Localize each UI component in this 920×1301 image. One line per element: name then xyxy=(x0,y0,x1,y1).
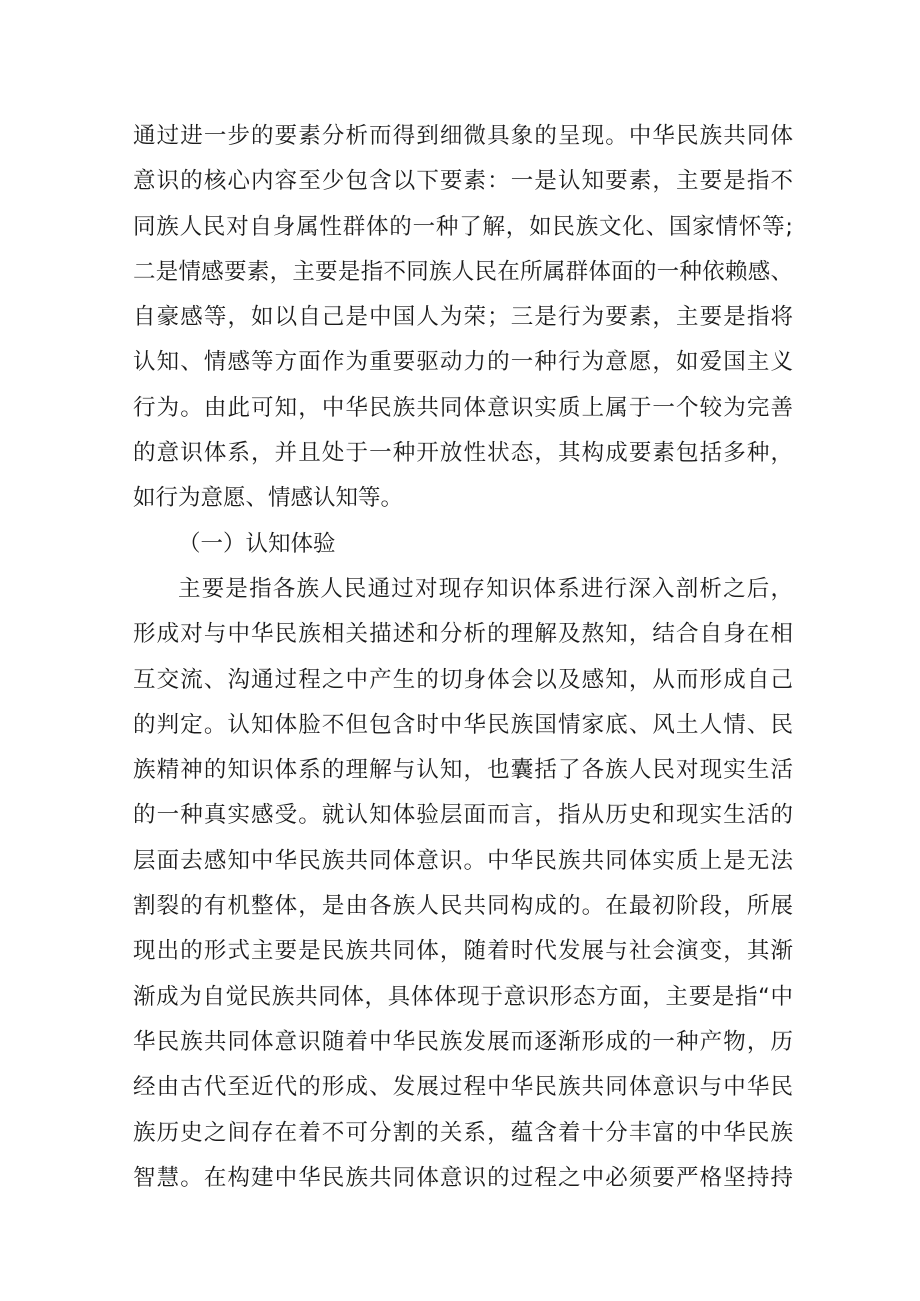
section-heading: （一）认知体验 xyxy=(178,530,336,557)
paragraph-2-line-8: 割裂的有机整体，是由各族人民共同构成的。在最初阶段，所展 xyxy=(133,893,793,920)
paragraph-2-line-6: 的一种真实感受。就认知体验层面而言，指从历史和现实生活的 xyxy=(133,802,793,829)
paragraph-2-line-4: 的判定。认知体脸不但包含时中华民族国情家底、风土人情、民 xyxy=(133,711,793,738)
paragraph-2-line-12: 经由古代至近代的形成、发展过程中华民族共同体意识与中华民 xyxy=(133,1074,793,1101)
paragraph-2-line-5: 族精神的知识体系的理解与认知，也囊括了各族人民对现实生活 xyxy=(133,757,793,784)
paragraph-2-line-2: 形成对与中华民族相关描述和分析的理解及熬知，结合自身在相 xyxy=(133,621,793,648)
paragraph-2-line-1: 主要是指各族人民通过对现存知识体系进行深入剖析之后， xyxy=(178,575,793,602)
paragraph-2-line-11: 华民族共同体意识随着中华民族发展而逐渐形成的一种产物，历 xyxy=(133,1028,793,1055)
paragraph-1-line-3: 同族人民对自身属性群体的一种了解，如民族文化、国家情怀等; xyxy=(133,213,793,240)
paragraph-1-line-6: 认知、情感等方面作为重要驱动力的一种行为意愿，如爱国主义 xyxy=(133,349,793,376)
paragraph-2-line-3: 互交流、沟通过程之中产生的切身体会以及感知，从而形成自己 xyxy=(133,666,793,693)
paragraph-2-line-7: 层面去感知中华民族共同体意识。中华民族共同体实质上是无法 xyxy=(133,847,793,874)
paragraph-1-line-1: 通过进一步的要素分析而得到细微具象的呈现。中华民族共同体 xyxy=(133,123,793,149)
paragraph-1-line-2: 意识的核心内容至少包含以下要素：一是认知要素，主要是指不 xyxy=(133,168,793,195)
paragraph-1-line-8: 的意识体系，并且处于一种开放性状态，其构成要素包括多种， xyxy=(133,440,793,467)
paragraph-2-line-10: 渐成为自觉民族共同体，具体体现于意识形态方面，主要是指“中 xyxy=(133,983,793,1010)
paragraph-2-line-9: 现出的形式主要是民族共同体，随着时代发展与社会演变，其渐 xyxy=(133,938,793,965)
paragraph-2-line-14: 智慧。在构建中华民族共同体意识的过程之中必须要严格坚持持 xyxy=(133,1164,793,1191)
document-body xyxy=(133,114,793,1201)
paragraph-1-line-5: 自豪感等，如以自己是中国人为荣；三是行为要素，主要是指将 xyxy=(133,304,793,331)
paragraph-1-line-9: 如行为意愿、情感认知等。 xyxy=(133,485,404,512)
paragraph-1-line-7: 行为。由此可知，中华民族共同体意识实质上属于一个较为完善 xyxy=(133,394,793,421)
paragraph-1-line-4: 二是情感要素，主要是指不同族人民在所属群体面的一种依赖感、 xyxy=(133,258,793,285)
paragraph-2-line-13: 族历史之间存在着不可分割的关系，蕴含着十分丰富的中华民族 xyxy=(133,1119,793,1146)
